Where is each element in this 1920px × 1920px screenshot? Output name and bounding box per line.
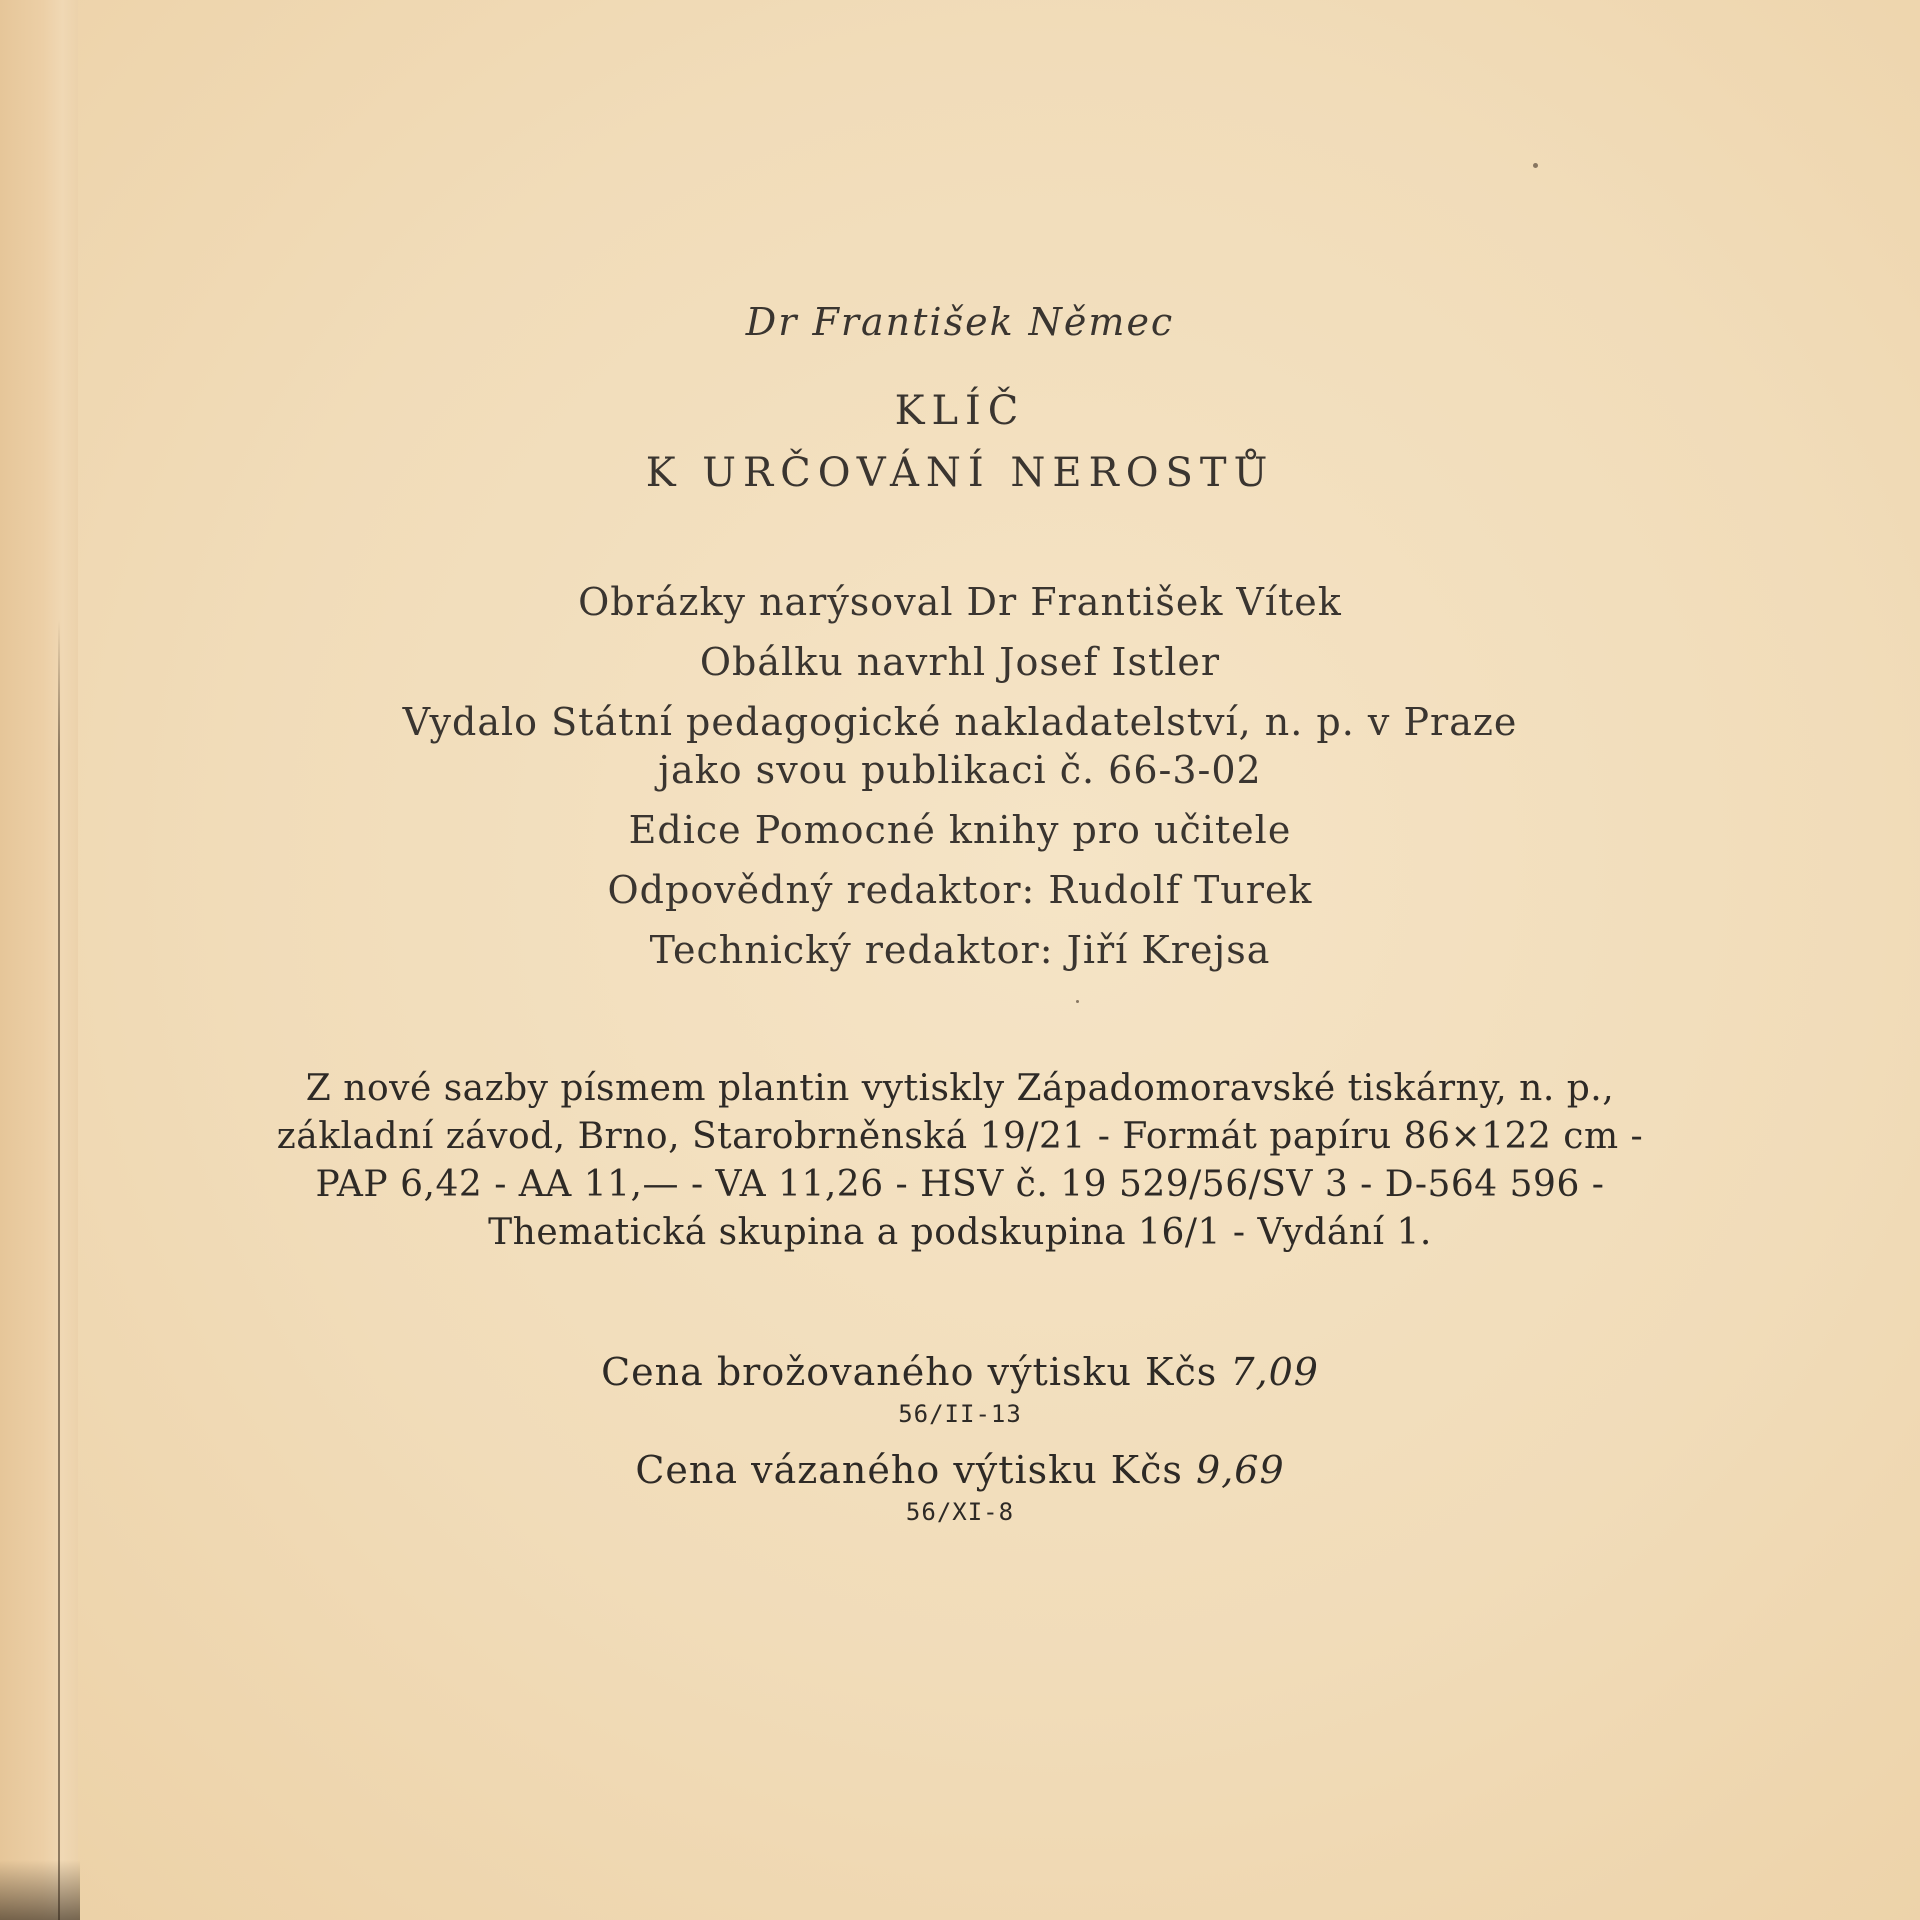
printer-info-line-2: základní závod, Brno, Starobrněnská 19/21 - Formát papíru 86×122 cm - — [276, 1116, 1644, 1157]
credit-publisher: Vydalo Státní pedagogické nakladatelství, n. p. v Praze — [402, 700, 1518, 744]
book-title-line-2: K URČOVÁNÍ NEROSTŮ — [645, 450, 1275, 496]
price-paperback-value: 7,09 — [1230, 1350, 1319, 1394]
price-hardcover-label: Cena vázaného výtisku Kčs — [635, 1448, 1183, 1492]
credit-illustrations: Obrázky narýsoval Dr František Vítek — [578, 580, 1342, 624]
price-hardcover — [0, 1448, 1920, 1492]
credit-cover: Obálku navrhl Josef Istler — [699, 640, 1221, 684]
paper-speck — [1076, 1000, 1079, 1003]
credit-technical-editor: Technický redaktor: Jiří Krejsa — [649, 928, 1271, 972]
price-hardcover-code: 56/XI-8 — [905, 1498, 1015, 1526]
page-corner-shadow — [0, 1860, 80, 1920]
paper-speck — [1533, 163, 1538, 168]
printer-info-line-1: Z nové sazby písmem plantin vytiskly Západomoravské tiskárny, n. p., — [305, 1068, 1615, 1109]
printer-info-line-4: Thematická skupina a podskupina 16/1 - Vydání 1. — [488, 1212, 1432, 1253]
credit-edition-series: Edice Pomocné knihy pro učitele — [628, 808, 1292, 852]
book-title-line-1: KLÍČ — [894, 388, 1026, 434]
price-paperback-code: 56/II-13 — [898, 1400, 1022, 1428]
price-paperback-label: Cena brožovaného výtisku Kčs — [601, 1350, 1218, 1394]
credit-editor: Odpovědný redaktor: Rudolf Turek — [607, 868, 1313, 912]
author-name: Dr František Němec — [745, 300, 1175, 344]
price-hardcover-value: 9,69 — [1196, 1448, 1285, 1492]
price-paperback — [0, 1350, 1920, 1394]
printer-info-line-3: PAP 6,42 - AA 11,— - VA 11,26 - HSV č. 19 529/56/SV 3 - D-564 596 - — [315, 1164, 1605, 1205]
credit-publication-number: jako svou publikaci č. 66-3-02 — [658, 748, 1262, 792]
